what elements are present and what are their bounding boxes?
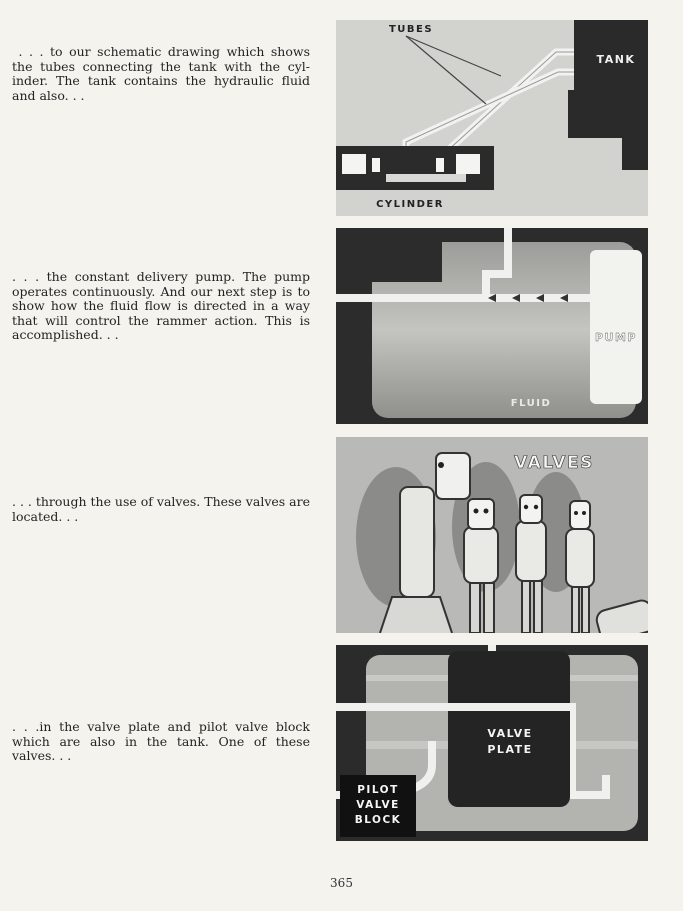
schematic-frame-tubes bbox=[336, 20, 648, 216]
valves-label: VALVES bbox=[514, 453, 594, 473]
schematic-frame-pump bbox=[336, 228, 648, 424]
tank-label: TANK bbox=[596, 53, 636, 66]
valves-cartoon-illustration bbox=[336, 437, 648, 633]
pilot-valve-block-label-line3: BLOCK bbox=[354, 814, 402, 826]
tubes-schematic-illustration bbox=[336, 20, 648, 216]
page-number: 365 bbox=[330, 876, 353, 890]
caption-valves: . . . through the use of valves. These valves are located. . . bbox=[12, 494, 310, 524]
valve-plate-label-line1: VALVE bbox=[487, 727, 533, 740]
pilot-valve-block-label-line1: PILOT bbox=[357, 784, 399, 796]
pilot-valve-block-label-line2: VALVE bbox=[356, 799, 400, 811]
valve-plate-illustration bbox=[336, 645, 648, 841]
cartoon-frame-valves bbox=[336, 437, 648, 633]
fluid-label: FLUID bbox=[510, 398, 552, 409]
tubes-label: TUBES bbox=[388, 24, 434, 35]
valve-plate-label-line2: PLATE bbox=[487, 743, 533, 756]
pump-illustration bbox=[336, 228, 648, 424]
cylinder-label: CYLINDER bbox=[376, 199, 444, 210]
caption-tubes: . . . to our schematic drawing which shows the tubes connecting the tank with the cyl- inder. The tank contains the hydraulic fluid and also. . . bbox=[12, 44, 310, 103]
caption-valve-plate: . . .in the valve plate and pilot valve block which are also in the tank. One of these valves. . . bbox=[12, 719, 310, 763]
pump-label: PUMP bbox=[594, 331, 638, 344]
schematic-frame-valve-plate bbox=[336, 645, 648, 841]
caption-pump: . . . the constant delivery pump. The pump operates continuously. And our next step is to show how the fluid flow is directed in a way that will control the rammer action. This is accomplished. . . bbox=[12, 269, 310, 342]
